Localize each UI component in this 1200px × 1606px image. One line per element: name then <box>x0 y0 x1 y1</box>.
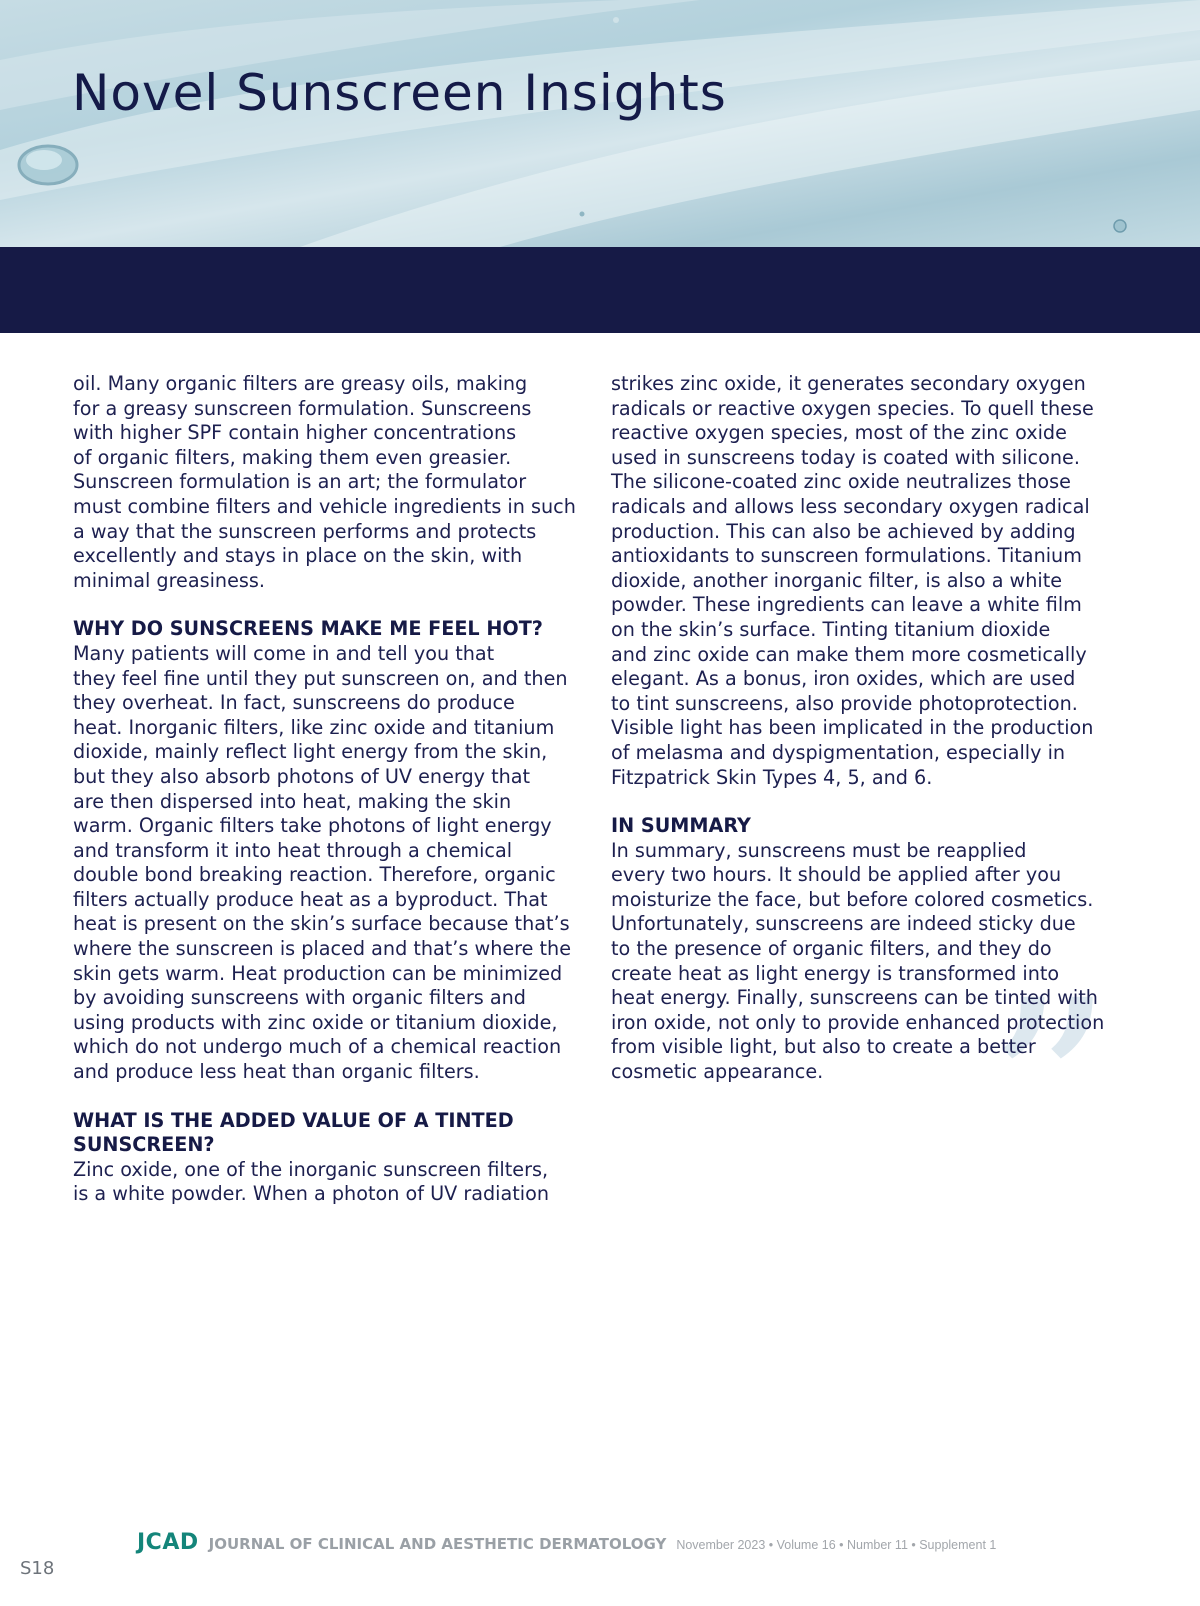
section-heading: IN SUMMARY <box>611 814 751 838</box>
section-heading: WHAT IS THE ADDED VALUE OF A TINTED SUNSCREEN? <box>73 1108 514 1157</box>
body-paragraph: Many patients will come in and tell you that they feel fine until they put sunscreen on, and then they overheat. In fact, sunscreens do produce heat. Inorganic filters, like zinc oxide and titanium dioxide, mainly reflect light energy from the skin, but they also absorb photons of UV energy that are then dispersed into heat, making the skin warm. Organic filters take photons of light energy and transform it into heat through a chemical double bond breaking reaction. Therefore, organic filters actually produce heat as a byproduct. That heat is present on the skin’s surface because that’s where the sunscreen is placed and that’s where the skin gets warm. Heat production can be minimized by avoiding sunscreens with organic filters and using products with zinc oxide or titanium dioxide, which do not undergo much of a chemical reaction and produce less heat than organic filters. <box>73 641 572 1084</box>
page-number: S18 <box>20 1558 55 1579</box>
left-column <box>73 372 593 1207</box>
body-paragraph: Zinc oxide, one of the inorganic sunscreen filters, is a white powder. When a photon of UV radiation <box>73 1157 550 1206</box>
journal-footer <box>137 1530 996 1555</box>
issue-info: November 2023 • Volume 16 • Number 11 • Supplement 1 <box>676 1538 997 1552</box>
body-paragraph: strikes zinc oxide, it generates secondary oxygen radicals or reactive oxygen species. To quell these reactive oxygen species, most of the zinc oxide used in sunscreens today is coated with silicone. The silicone-coated zinc oxide neutralizes those radicals and allows less secondary oxygen radical production. This can also be achieved by adding antioxidants to sunscreen formulations. Titanium dioxide, another inorganic filter, is also a white powder. These ingredients can leave a white film on the skin’s surface. Tinting titanium dioxide and zinc oxide can make them more cosmetically elegant. As a bonus, iron oxides, which are used to tint sunscreens, also provide photoprotection. Visible light has been implicated in the production of melasma and dyspigmentation, especially in Fitzpatrick Skin Types 4, 5, and 6. <box>611 372 1094 789</box>
section-heading: WHY DO SUNSCREENS MAKE ME FEEL HOT? <box>73 617 543 641</box>
body-paragraph: In summary, sunscreens must be reapplied every two hours. It should be applied after you moisturize the face, but before colored cosmetics. Unfortunately, sunscreens are indeed sticky due to the presence of organic filters, and they do create heat as light energy is transformed into heat energy. Finally, sunscreens can be tinted with iron oxide, not only to provide enhanced protection from visible light, but also to create a better cosmetic appearance. <box>611 838 1105 1084</box>
journal-name: JOURNAL OF CLINICAL AND AESTHETIC DERMATOLOGY <box>208 1535 667 1553</box>
page-title: Novel Sunscreen Insights <box>72 64 727 122</box>
closing-quote-decoration: ” <box>985 947 1113 1238</box>
water-background <box>0 0 1200 247</box>
header-band <box>0 247 1200 333</box>
header-banner <box>0 0 1200 247</box>
right-column <box>611 372 1131 1085</box>
body-paragraph: oil. Many organic filters are greasy oils, making for a greasy sunscreen formulation. Sunscreens with higher SPF contain higher concentrations of organic filters, making them even greasier. Sunscreen formulation is an art; the formulator must combine filters and vehicle ingredients in such a way that the sunscreen performs and protects excellently and stays in place on the skin, with minimal greasiness. <box>73 372 576 592</box>
journal-logo: JCAD <box>137 1530 199 1555</box>
